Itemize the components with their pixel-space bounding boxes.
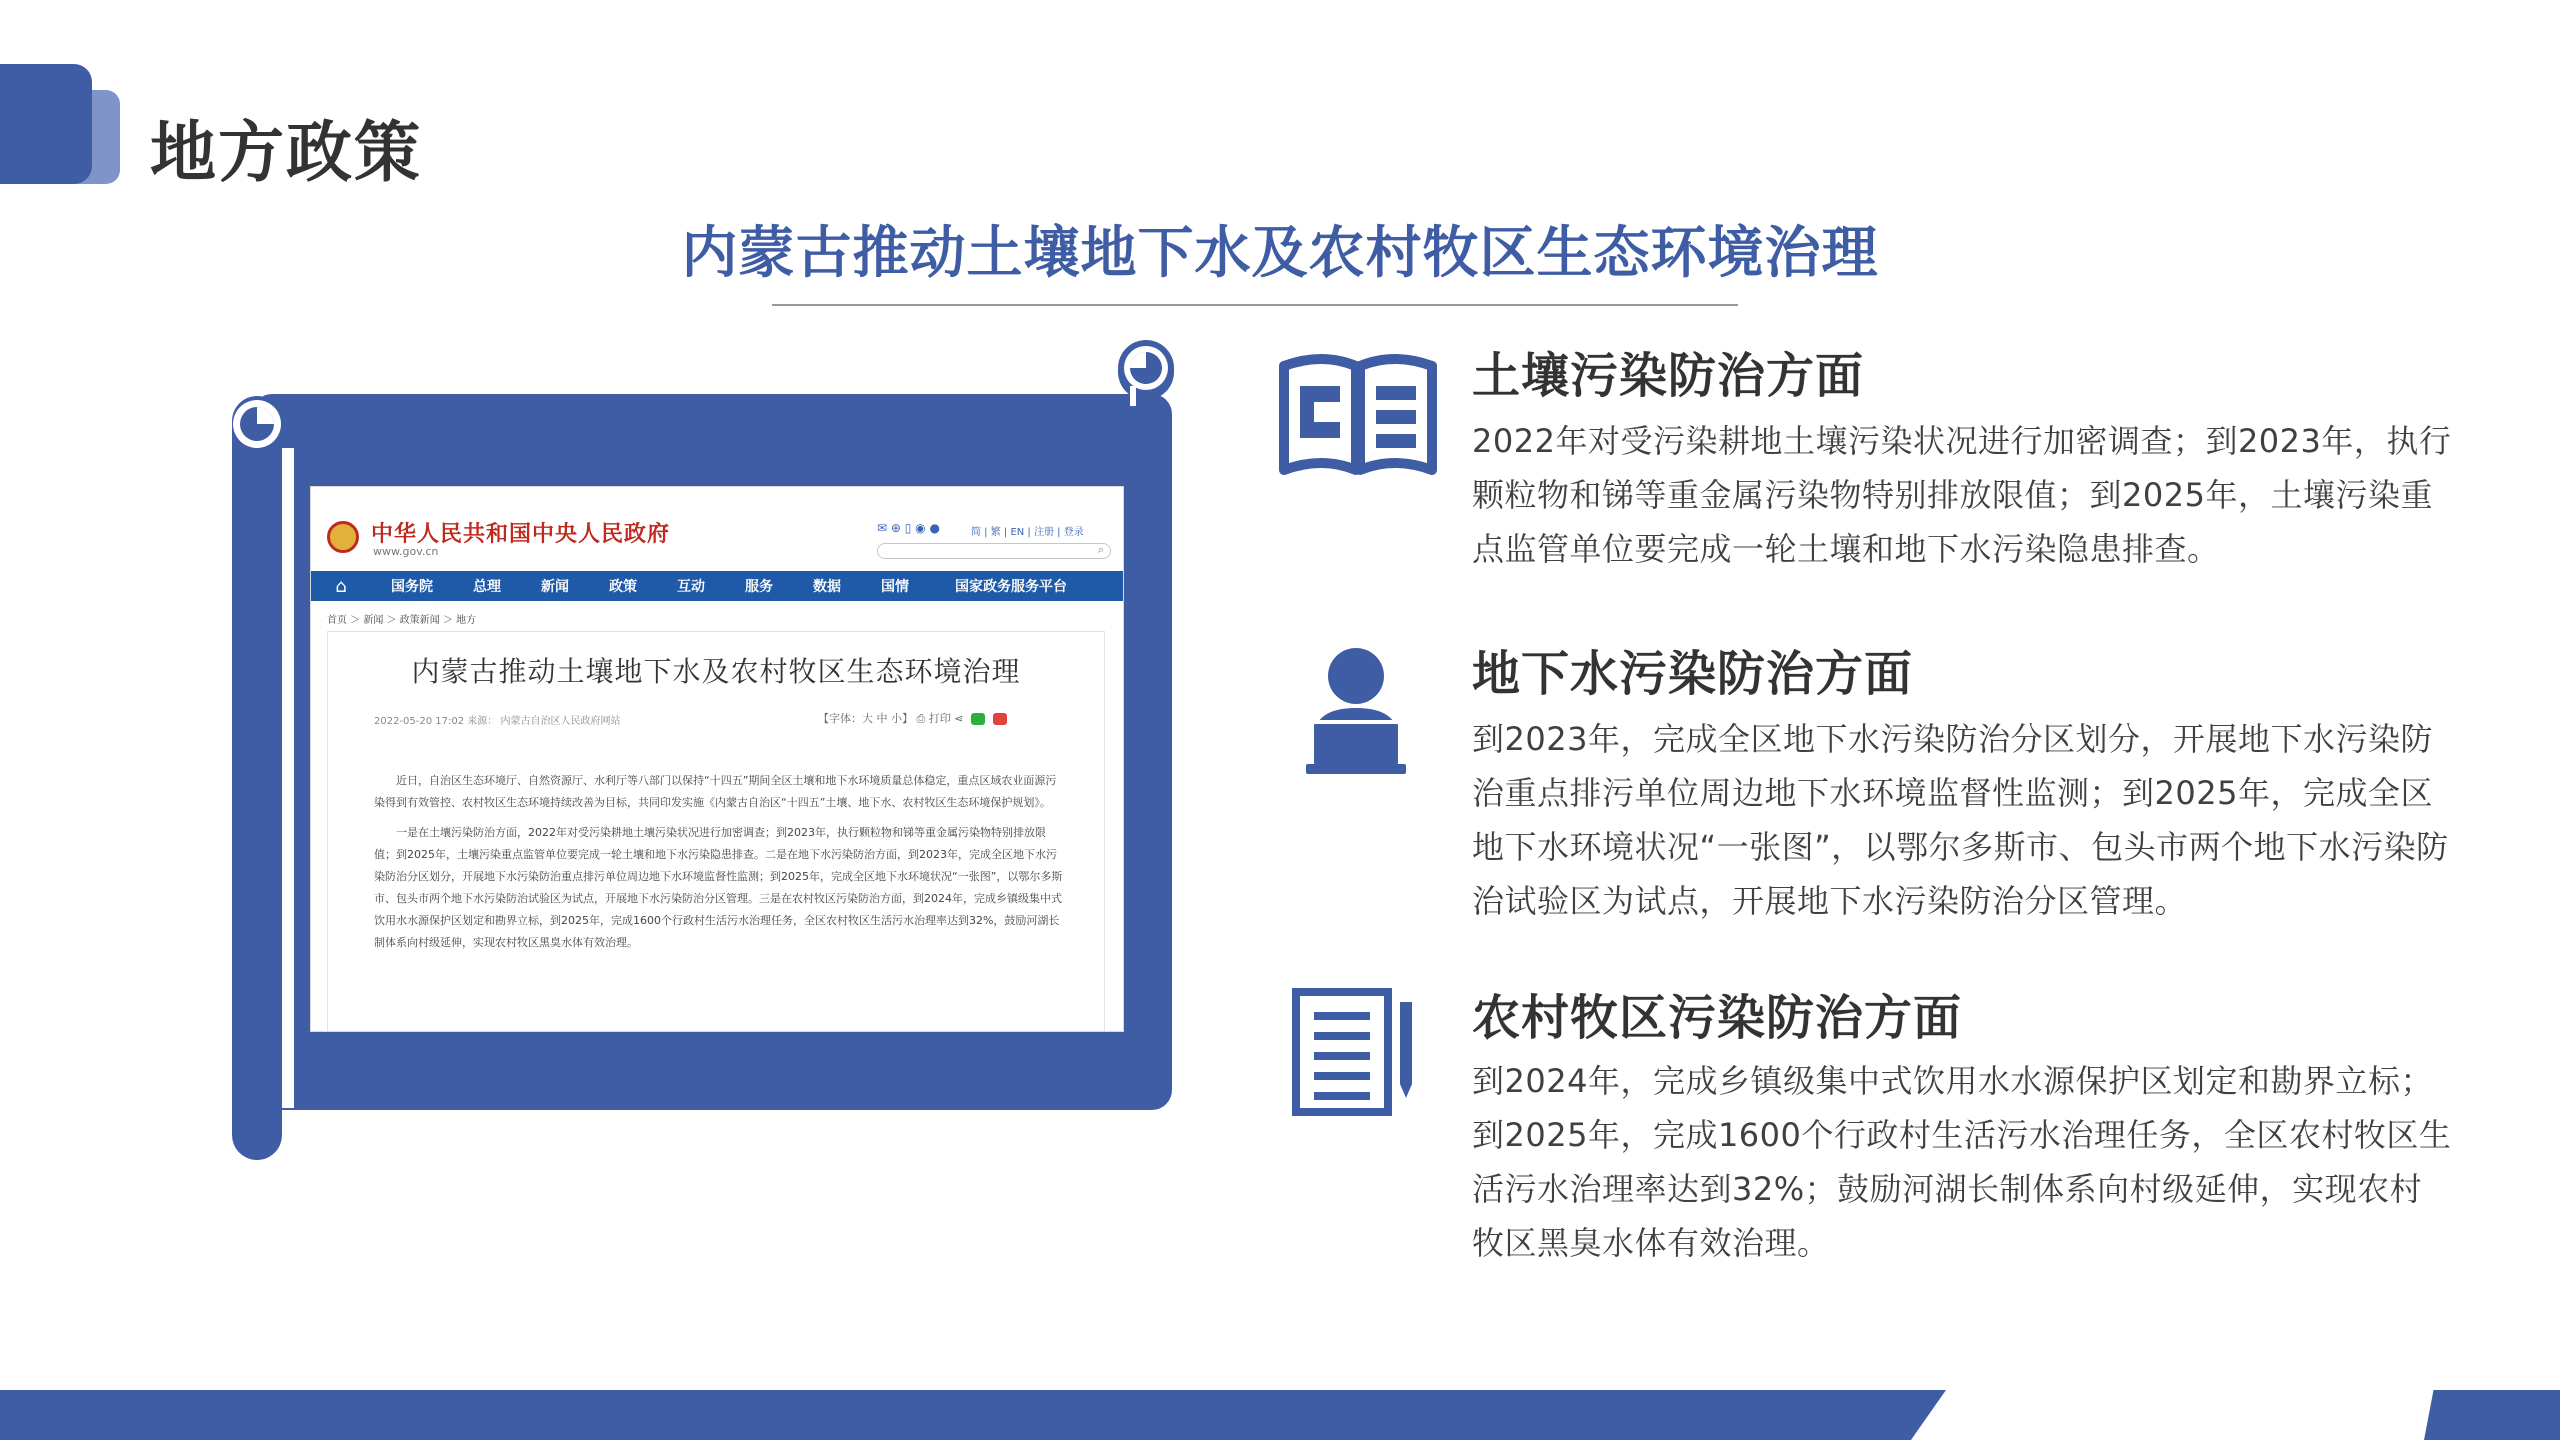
search-icon: ⌕ [1097, 543, 1104, 556]
section-soil-body: 2022年对受污染耕地土壤污染状况进行加密调查；到2023年，执行颗粒物和锑等重金属污染物特别排放限值；到2025年，土壤污染重点监管单位要完成一轮土壤和地下水污染隐患排查。 [1472, 422, 2452, 568]
share-icons: ✉ ⊕ ▯ ◉ ● [877, 521, 940, 535]
utility-links: 简 | 繁 | EN | 注册 | 登录 [971, 527, 1084, 538]
nav-item-service-platform: 国家政务服务平台 [955, 579, 1067, 595]
breadcrumb: 首页 ＞ 新闻 ＞ 政策新闻 ＞ 地方 [327, 615, 477, 626]
page-title: 地方政策 [150, 114, 422, 191]
open-book-icon [1278, 352, 1438, 478]
nav-item-policy: 政策 [609, 579, 637, 595]
wechat-icon [971, 713, 985, 725]
gov-nav-bar [311, 571, 1123, 601]
site-search-input [877, 543, 1111, 559]
article-title: 内蒙古推动土壤地下水及农村牧区生态环境治理 [411, 655, 1021, 688]
footer-bar-right [2424, 1390, 2560, 1440]
slide-main-title: 内蒙古推动土壤地下水及农村牧区生态环境治理 [681, 221, 1879, 286]
header-decor-front [0, 64, 92, 184]
section-groundwater-title: 地下水污染防治方面 [1472, 646, 1914, 702]
weibo-icon [993, 713, 1007, 725]
nav-item-service: 服务 [745, 579, 773, 595]
section-rural-body: 到2024年，完成乡镇级集中式饮用水水源保护区划定和勘界立标；到2025年，完成1600个行政村生活污水治理任务，全区农村牧区生活污水治理率达到32%；鼓励河湖长制体系向村级延伸，实现农村牧区黑臭水体有效治理。 [1472, 1062, 2452, 1262]
national-emblem-icon [327, 521, 359, 553]
footer-bar [0, 1390, 1946, 1440]
person-laptop-icon [1306, 646, 1406, 776]
article-panel [327, 631, 1105, 1032]
section-groundwater-body: 到2023年，完成全区地下水污染防治分区划分，开展地下水污染防治重点排污单位周边地下水环境监督性监测；到2025年，完成全区地下水环境状况“一张图”，以鄂尔多斯市、包头市两个地下水污染防治试验区为试点，开展地下水污染防治分区管理。 [1472, 720, 2449, 920]
section-soil-title: 土壤污染防治方面 [1472, 348, 1865, 404]
nav-item-data: 数据 [813, 579, 841, 595]
article-screenshot [310, 486, 1124, 1032]
gov-site-name: 中华人民共和国中央人民政府 [371, 522, 671, 547]
nav-item-premier: 总理 [473, 579, 501, 595]
article-tools-text: 【字体：大 中 小】 ⎙ 打印 ⋖ [818, 712, 964, 725]
article-paragraph: 近日，自治区生态环境厅、自然资源厅、水利厅等八部门以保持“十四五”期间全区土壤和地下水环境质量总体稳定，重点区域农业面源污染得到有效管控、农村牧区生态环境持续改善为目标，共同印发实施《内蒙古自治区“十四五”土壤、地下水、农村牧区生态环境保护规划》。 [374, 774, 1057, 809]
article-meta: 2022-05-20 17:02 来源： 内蒙古自治区人民政府网站 [374, 716, 621, 727]
nav-item-state-council: 国务院 [391, 579, 433, 595]
title-underline [772, 304, 1738, 306]
gov-site-header [311, 487, 1123, 571]
document-pen-icon [1292, 988, 1422, 1116]
article-tools [818, 710, 1007, 726]
nav-item-interaction: 互动 [677, 579, 705, 595]
section-rural-title: 农村牧区污染防治方面 [1472, 990, 1963, 1046]
article-paragraph: 一是在土壤污染防治方面，2022年对受污染耕地土壤污染状况进行加密调查；到2023年，执行颗粒物和锑等重金属污染物特别排放限值；到2025年，土壤污染重点监管单位要完成一轮土壤和地下水污染隐患排查。二是在地下水污染防治方面，到2023年，完成全区地下水污染防治分区划分，开展地下水污染防治重点排污单位周边地下水环境监督性监测；到2025年，完成全区地下水环境状况“一张图”，以鄂尔多斯市、包头市两个地下水污染防治试验区为试点，开展地下水污染防治分区管理。三是在农村牧区污染防治方面，到2024年，完成乡镇级集中式饮用水水源保护区划定和勘界立标，到2025年，完成1600个行政村生活污水治理任务，全区农村牧区生活污水治理率达到32%，鼓励河湖长制体系向村级延伸，实现农村牧区黑臭水体有效治理。 [374, 826, 1063, 949]
nav-item-national: 国情 [881, 579, 909, 595]
nav-item-news: 新闻 [541, 579, 569, 595]
home-icon: ⌂ [335, 575, 347, 597]
article-body [374, 770, 1064, 962]
gov-site-url: www.gov.cn [373, 545, 439, 558]
